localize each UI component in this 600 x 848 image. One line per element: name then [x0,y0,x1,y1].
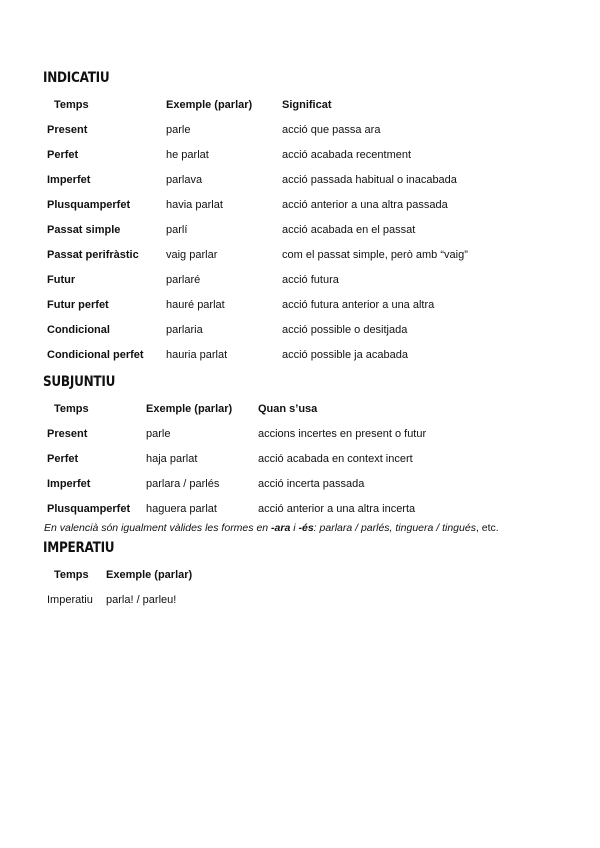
table-row [43,587,242,612]
table-row [43,342,528,367]
example-form: parle [166,123,191,136]
tense-name: Plusquamperfet [47,502,131,515]
meaning-text: acció que passa ara [282,123,381,136]
tense-name: Imperfet [47,477,91,490]
subjuntiu-title: SUBJUNTIU [43,374,116,390]
tense-name: Passat simple [47,223,121,236]
imperatiu-header-tense: Temps [54,568,89,581]
example-form: parlí [166,223,188,236]
example-form: parlaria [166,323,203,336]
table-row [43,471,484,496]
tense-name: Condicional perfet [47,348,144,361]
indicatiu-title: INDICATIU [43,70,110,86]
example-form: parla! / parleu! [106,593,177,606]
table-row [43,267,528,292]
example-form: havia parlat [166,198,223,211]
tense-name: Plusquamperfet [47,198,131,211]
subjuntiu-header-row [43,396,484,421]
tense-name: Futur [47,273,76,286]
example-form: parlava [166,173,203,186]
example-form: parle [146,427,171,440]
note-examples: parlara / parlés, tinguera / tingués [319,522,476,534]
imperatiu-title: IMPERATIU [43,540,115,556]
example-form: hauré parlat [166,298,225,311]
indicatiu-header-meaning: Significat [282,98,332,111]
indicatiu-table [43,92,528,367]
table-row [43,192,528,217]
table-row [43,117,528,142]
example-form: haguera parlat [146,502,217,515]
table-row [43,167,528,192]
table-row [43,496,484,521]
note-colon: : [313,522,320,534]
subjuntiu-table [43,396,484,521]
tense-name: Present [47,123,88,136]
tense-name: Condicional [47,323,110,336]
table-row [43,292,528,317]
tense-name: Imperfet [47,173,91,186]
note-ending-ara: -ara [271,522,291,534]
note-prefix: En valencià són igualment vàlides les formes en [44,522,272,534]
tense-name: Futur perfet [47,298,109,311]
usage-text: accions incertes en present o futur [258,427,427,440]
valencian-note [44,522,499,534]
usage-text: acció anterior a una altra incerta [258,502,416,515]
usage-text: acció acabada en context incert [258,452,413,465]
table-row [43,317,528,342]
imperatiu-header-row [43,562,242,587]
table-row [43,421,484,446]
meaning-text: acció possible o desitjada [282,323,408,336]
example-form: haja parlat [146,452,198,465]
usage-text: acció incerta passada [258,477,365,490]
example-form: parlaré [166,273,201,286]
tense-name: Passat perifràstic [47,248,139,261]
tense-name: Present [47,427,88,440]
indicatiu-header-example: Exemple (parlar) [166,98,253,111]
meaning-text: acció anterior a una altra passada [282,198,448,211]
table-row [43,142,528,167]
note-ending-es: -és [298,522,314,534]
meaning-text: acció futura [282,273,339,286]
table-row [43,242,528,267]
subjuntiu-header-example: Exemple (parlar) [146,402,233,415]
indicatiu-header-tense: Temps [54,98,89,111]
meaning-text: acció passada habitual o inacabada [282,173,457,186]
indicatiu-header-row [43,92,528,117]
note-suffix: , etc. [475,522,499,534]
example-form: vaig parlar [166,248,218,261]
imperatiu-table [43,562,242,612]
table-row [43,446,484,471]
subjuntiu-header-tense: Temps [54,402,89,415]
tense-name: Perfet [47,452,79,465]
meaning-text: com el passat simple, però amb “vaig” [282,248,468,261]
tense-name: Perfet [47,148,79,161]
meaning-text: acció acabada recentment [282,148,412,161]
meaning-text: acció acabada en el passat [282,223,416,236]
example-form: hauria parlat [166,348,228,361]
example-form: he parlat [166,148,209,161]
subjuntiu-header-usage: Quan s’usa [258,402,318,415]
example-form: parlara / parlés [146,477,220,490]
table-row [43,217,528,242]
note-joiner: i [290,522,299,534]
meaning-text: acció possible ja acabada [282,348,408,361]
meaning-text: acció futura anterior a una altra [282,298,435,311]
imperatiu-header-example: Exemple (parlar) [106,568,193,581]
tense-name: Imperatiu [47,593,93,606]
